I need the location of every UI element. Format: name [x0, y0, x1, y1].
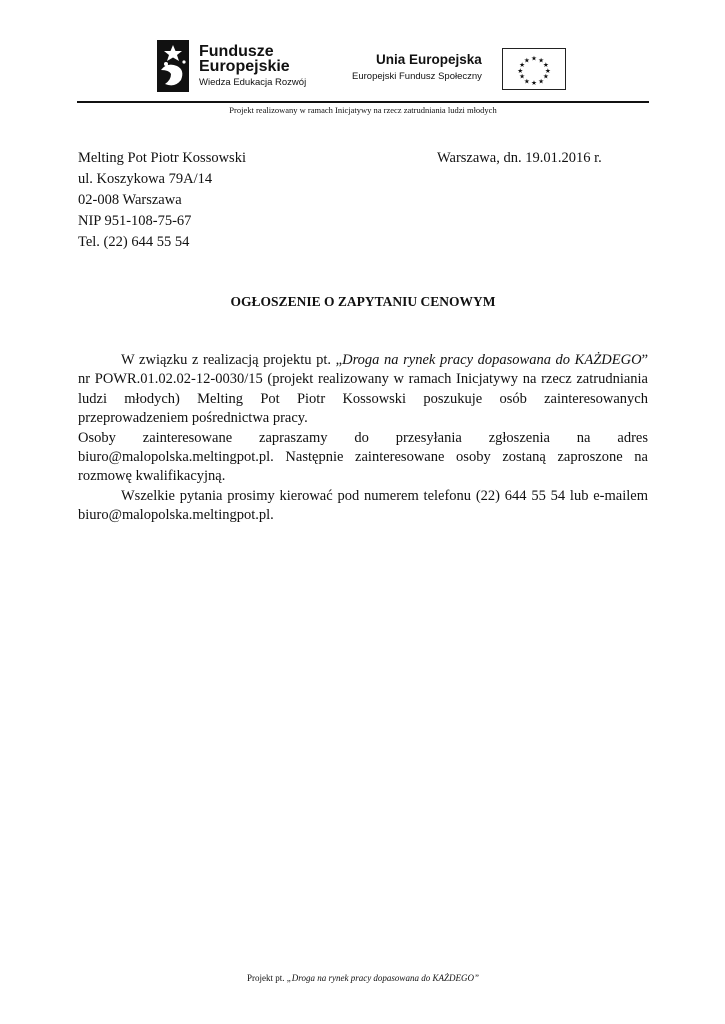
- svg-text:★: ★: [538, 77, 545, 86]
- svg-text:★: ★: [519, 72, 526, 81]
- header-divider: [77, 101, 649, 103]
- sender-address-block: [78, 148, 246, 253]
- sender-nip: NIP 951-108-75-67: [78, 213, 192, 229]
- svg-text:★: ★: [544, 66, 551, 75]
- svg-text:★: ★: [542, 61, 549, 70]
- footer-project-name: „Droga na rynek pracy dopasowana do KAŻDEGO”: [286, 973, 479, 983]
- project-name: Droga na rynek pracy dopasowana do KAŻDEGO: [342, 352, 642, 368]
- sender-name: Melting Pot Piotr Kossowski: [78, 150, 246, 166]
- svg-text:★: ★: [531, 54, 537, 63]
- body-paragraph-2: Osoby zainteresowane zapraszamy do przesyłania zgłoszenia na adres biuro@malopolska.meltingpot.pl. Następnie zainteresowane osoby zostaną zaproszone na rozmowę kwalifikacyjną.: [78, 429, 648, 485]
- header-logos: [0, 0, 725, 100]
- svg-text:★: ★: [523, 77, 530, 86]
- document-date: Warszawa, dn. 19.01.2016 r.: [437, 150, 602, 166]
- fundusze-europejskie-logo: [157, 40, 317, 92]
- sender-city: 02-008 Warszawa: [78, 192, 182, 208]
- p1-lead: W związku z realizacją projektu pt. „: [121, 352, 343, 368]
- fe-logo-line2: Europejskie: [199, 58, 290, 75]
- fe-logo-line1: Fundusze: [199, 43, 274, 60]
- svg-text:★: ★: [519, 61, 526, 70]
- unia-europejska-text: [352, 52, 482, 84]
- sender-phone: Tel. (22) 644 55 54: [78, 234, 190, 250]
- svg-text:★: ★: [517, 66, 524, 75]
- body-paragraph-1: [78, 351, 648, 429]
- sender-street: ul. Koszykowa 79A/14: [78, 171, 213, 187]
- document-body: [78, 351, 648, 526]
- unia-europejska-logo: [352, 48, 572, 92]
- fe-logo-line3: Wiedza Edukacja Rozwój: [199, 77, 307, 88]
- footer-prefix: Projekt pt.: [247, 973, 287, 983]
- page-footer: [77, 972, 649, 984]
- header-caption: Projekt realizowany w ramach Inicjatywy na rzecz zatrudniania ludzi młodych: [229, 105, 497, 115]
- svg-text:★: ★: [523, 56, 530, 65]
- p1-rest: ” nr POWR.01.02.02-12-0030/15 (projekt realizowany w ramach Inicjatywy na rzecz zatrudniania ludzi młodych) Melting Pot Piotr Kossowski poszukuje osób zainteresowanych przeprowadzeniem pośrednictwa pracy.: [78, 352, 648, 427]
- fundusze-europejskie-mark-icon: [157, 40, 189, 92]
- ue-logo-line1: Unia Europejska: [376, 52, 482, 67]
- svg-text:★: ★: [538, 56, 545, 65]
- eu-flag-icon: [502, 48, 566, 90]
- svg-text:★: ★: [542, 72, 549, 81]
- body-paragraph-3: Wszelkie pytania prosimy kierować pod numerem telefonu (22) 644 55 54 lub e-mailem biuro@malopolska.meltingpot.pl.: [78, 487, 648, 524]
- fundusze-europejskie-text: [199, 44, 306, 90]
- ue-logo-line2: Europejski Fundusz Społeczny: [352, 71, 482, 82]
- document-title: OGŁOSZENIE O ZAPYTANIU CENOWYM: [230, 294, 496, 309]
- svg-text:★: ★: [531, 79, 537, 88]
